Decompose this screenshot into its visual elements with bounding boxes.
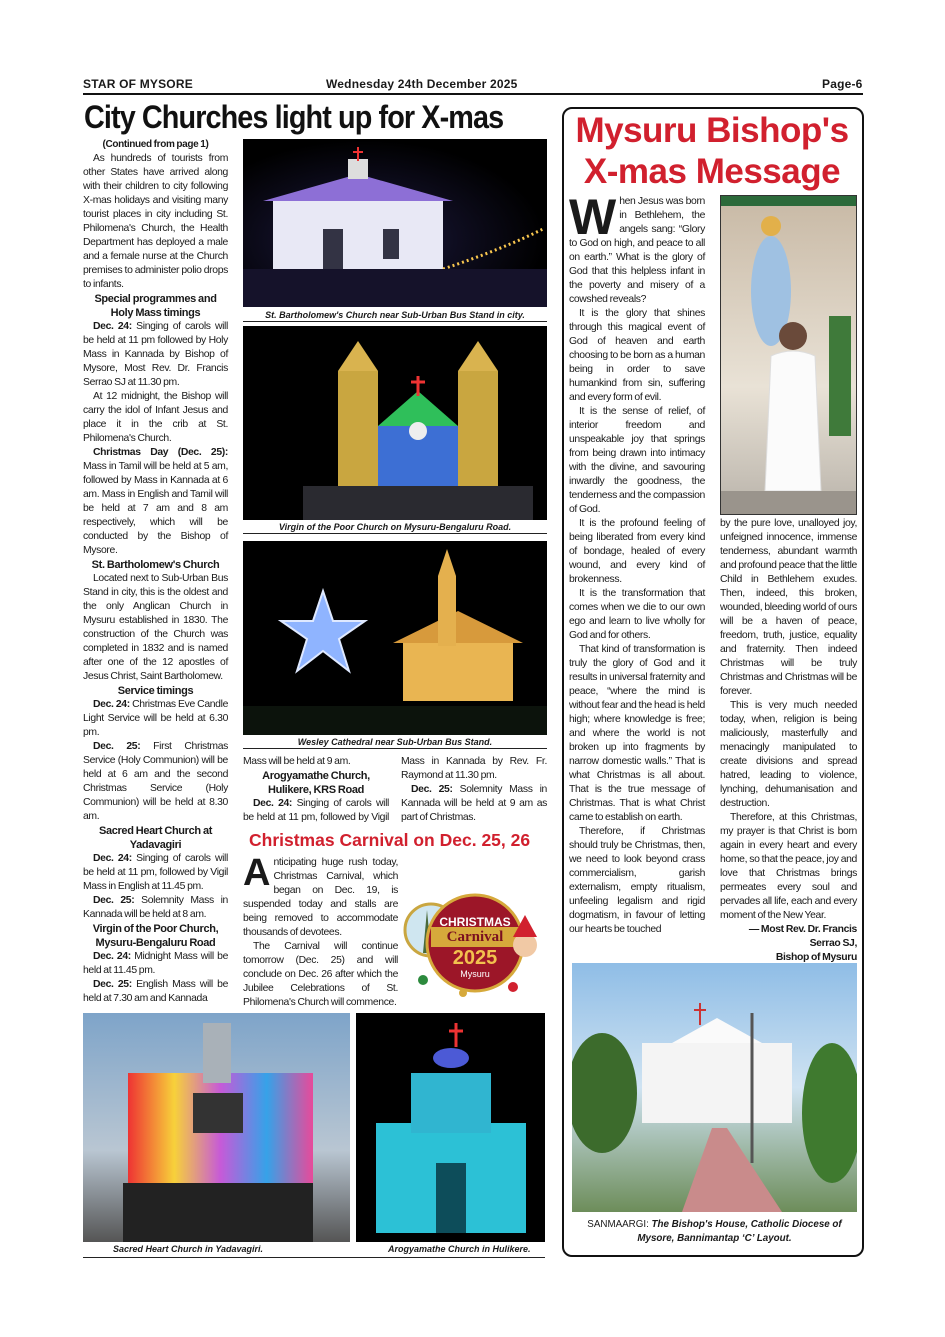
paragraph: At 12 midnight, the Bishop will carry the idol of Infant Jesus and place it in the crib at St. Philomena's Church. <box>83 391 228 444</box>
header-rule <box>83 93 863 95</box>
photo-caption: Wesley Cathedral near Sub-Urban Bus Stand. <box>243 737 547 749</box>
text: Solemnity Mass in Kannada will be held at 9 am as part of Christmas. <box>401 784 547 823</box>
paragraph: This is very much needed today, when, religion is being maliciously, masterfully and menacingly manipulated to create divisions and spread hatred, leading to violence, lynching, dehumanisation and destruction. <box>720 700 857 809</box>
paragraph-continued: Mass will be held at 9 am. <box>243 756 351 767</box>
paragraph <box>243 852 398 940</box>
paragraph: Therefore, if Christmas should truly be Christmas, then, we need to look beyond crass commercialism, garish externalism, empty ritualism, unfeeling legalism and rigid dogmatism, in favour of letting our hearts be touched <box>569 826 705 935</box>
bishop-illustration <box>721 196 856 514</box>
text: Singing of carols will be held at 11 pm, followed by Vigil Mass in English at 11.45 pm. <box>83 853 228 892</box>
photo-bishops-house <box>572 963 857 1212</box>
drop-cap: W <box>569 189 617 245</box>
subheading: Virgin of the Poor Church, Mysuru-Bengaluru Road <box>92 923 219 949</box>
paragraph: It is the transformation that comes when we die to our own ego and learn to live wholly for God and for others. <box>569 588 705 641</box>
paragraph <box>83 950 228 978</box>
text: hen Jesus was born in Bethlehem, the angels sang: “Glory to God on high, and peace to all on earth.” What is the glory of God that this helpless infant in the poverty and misery of a cowshed reveals? <box>569 196 705 305</box>
carnival-headline: Christmas Carnival on Dec. 25, 26 <box>249 830 531 850</box>
text: Christmas Eve Candle Light Service will be held at 6.30 pm. <box>83 699 228 738</box>
photo-virgin-of-the-poor-church <box>243 326 547 520</box>
photo-caption: St. Bartholomew's Church near Sub-Urban Bus Stand in city. <box>243 310 547 322</box>
church-illustration <box>356 1013 545 1242</box>
carnival-logo <box>403 885 545 1000</box>
article-headline: City Churches light up for X-mas <box>84 99 504 135</box>
subheading: Arogyamathe Church, Hulikere, KRS Road <box>262 770 370 796</box>
photo-bishop <box>720 195 857 515</box>
bishop-message-column-2 <box>720 517 857 965</box>
subheading: Sacred Heart Church at Yadavagiri <box>98 825 213 851</box>
signature-name: — Most Rev. Dr. Francis Serrao SJ, <box>748 924 857 949</box>
paragraph <box>83 852 228 894</box>
paragraph: The Carnival will continue tomorrow (Dec. 25) and will conclude on Dec. 26 after which the Jubilee Celebrations of St. Philomena's Church will commence. <box>243 941 398 1008</box>
photo-caption: Virgin of the Poor Church on Mysuru-Bengaluru Road. <box>243 522 547 534</box>
church-illustration <box>243 139 547 307</box>
paragraph: That kind of transformation is truly the glory of God and it results in universal fraternity and peace, “where the mind is without fear and the head is held high; where knowledge is free; and where the world is not broken up into fragments by narrow domestic walls.” That is what Christmas is all about. That is the true message of Christmas. That is what Christ came to establish on earth. <box>569 644 705 823</box>
lead: Dec. 25: <box>93 895 135 906</box>
logo-year: 2025 <box>452 947 498 969</box>
title-line-2: X-mas Message <box>583 152 841 191</box>
paragraph <box>83 698 228 740</box>
paper-name: STAR OF MYSORE <box>83 77 193 91</box>
church-illustration <box>243 541 547 735</box>
paragraph <box>83 446 228 558</box>
lead: Dec. 24: <box>93 853 132 864</box>
church-illustration <box>83 1013 350 1242</box>
text: nticipating huge rush today, Christmas Carnival, which began on Dec. 19, is suspended today and stalls are being removed to accommodate thousands of devotees. <box>243 857 398 938</box>
building-illustration <box>572 963 857 1212</box>
lead: Dec. 24: <box>93 699 130 710</box>
lead: Dec. 25: <box>411 784 453 795</box>
subheading: St. Bartholomew's Church <box>91 559 220 571</box>
text: Singing of carols will be held at 11 pm, followed by Vigil Mass in Kannada by Rev. Fr. Raymond at 11.30 pm. <box>243 756 547 823</box>
lead: Dec. 25: <box>93 741 141 752</box>
bishop-message-title <box>564 110 860 192</box>
photo-caption: Sacred Heart Church in Yadavagiri. <box>113 1244 264 1254</box>
photo-wesley-cathedral <box>243 541 547 735</box>
continued-note: (Continued from page 1) <box>102 139 209 150</box>
caption-lead: SANMAARGI: <box>587 1219 652 1230</box>
paragraph: Located next to Sub-Urban Bus Stand in city, this is the oldest and the only Anglican Church in Mysuru established in 1830. The construction of the Church was completed in 1832 and is named after one of the 12 apostles of Jesus Christ, Saint Bartholomew. <box>83 573 228 682</box>
church-illustration <box>243 326 547 520</box>
paragraph <box>83 894 228 922</box>
carnival-article <box>243 852 398 1010</box>
lead: Dec. 25: <box>93 979 132 990</box>
photo-sacred-heart-church <box>83 1013 350 1242</box>
drop-cap: A <box>243 852 271 894</box>
paragraph <box>83 320 228 390</box>
text: First Christmas Service (Holy Communion) will be held at 6 am and the second Christmas Service (Holy Communion) will be held at 8.30 am. <box>83 741 228 822</box>
paragraph: As hundreds of tourists from other States have arrived along with their children to city following X-mas holidays and visiting many tourist places in city including St. Philomena's Church, the Health Department has deployed a male and a female nurse at the Church premises to administer polio drops to infants. <box>83 153 228 290</box>
lead: Christmas Day (Dec. 25): <box>93 447 228 458</box>
bishop-message-column-1 <box>569 189 705 937</box>
logo-line1: CHRISTMAS <box>439 915 511 929</box>
photo-arogyamathe-church <box>356 1013 545 1242</box>
paragraph <box>83 978 228 1006</box>
photo-caption: Arogyamathe Church in Hulikere. <box>388 1244 531 1254</box>
logo-city: Mysuru <box>460 969 490 979</box>
bishops-house-caption <box>572 1218 857 1246</box>
paragraph <box>401 783 547 825</box>
title-line-1: Mysuru Bishop's <box>575 111 849 150</box>
paragraph: It is the sense of relief, of interior freedom and unspeakable joy that springs from being drawn into intimacy with the divine, and savouring inwardly the goodness, the tenderness and the compassion of God. <box>569 406 705 515</box>
text: Mass in Tamil will be held at 5 am, followed by Mass in Kannada at 6 am. Mass in English and Tamil will be held at 7 am and 8 am respectively, which will be conducted by the Bishop of Mysore. <box>83 461 228 556</box>
signature-title: Bishop of Mysuru <box>775 952 857 963</box>
paragraph <box>83 740 228 824</box>
article-column-left <box>83 138 228 1006</box>
text: Solemnity Mass in Kannada will be held at 8 am. <box>83 895 228 920</box>
text: English Mass will be held at 7.30 am and Kannada <box>83 979 228 1004</box>
paragraph: Therefore, at this Christmas, my prayer is that Christ is born again in every heart and every home, so that the peace, joy and love that Christmas brings permeates every soul and pervades all life, each and every moment of the New Year. <box>720 812 857 921</box>
paragraph: It is the glory that shines through this magical event of God of heaven and earth choosing to be born as a human being in order to save humankind from sin, suffering and every form of evil. <box>569 308 705 403</box>
subheading: Service timings <box>117 685 194 697</box>
lead: Dec. 24: <box>253 798 293 809</box>
photo-st-bartholomews-church <box>243 139 547 307</box>
subheading: Special programmes and Holy Mass timings <box>94 293 217 319</box>
bottom-captions-row <box>83 1244 545 1258</box>
article-columns-middle <box>243 755 547 825</box>
paragraph-continued: by the pure love, unalloyed joy, unfeigned innocence, immense tenderness, abundant warmth and profound peace that the little Child in Bethlehem exudes. Then, indeed, this broken, wounded, bleeding world of ours will be a haven of peace, freedom, truth, justice, equality and fraternity. Then indeed Christmas will be truly Christmas and Christmas will be forever. <box>720 518 857 697</box>
paragraph: It is the profound feeling of being liberated from every kind of bondage, healed of every wound, and every kind of brokenness. <box>569 518 705 585</box>
text: Midnight Mass will be held at 11.45 pm. <box>83 951 228 976</box>
lead: Dec. 24: <box>93 321 132 332</box>
issue-date: Wednesday 24th December 2025 <box>326 77 518 91</box>
lead: Dec. 24: <box>93 951 131 962</box>
logo-line2: Carnival <box>446 929 504 945</box>
paragraph <box>569 189 705 307</box>
text: Singing of carols will be held at 11 pm followed by Holy Mass in Kannada by Bishop of Mysore, Most Rev. Dr. Francis Serrao SJ at 11.30 pm. <box>83 321 228 388</box>
caption-text: The Bishop's House, Catholic Diocese of Mysore, Bannimantap ‘C’ Layout. <box>637 1219 842 1244</box>
page-number: Page-6 <box>822 77 863 91</box>
